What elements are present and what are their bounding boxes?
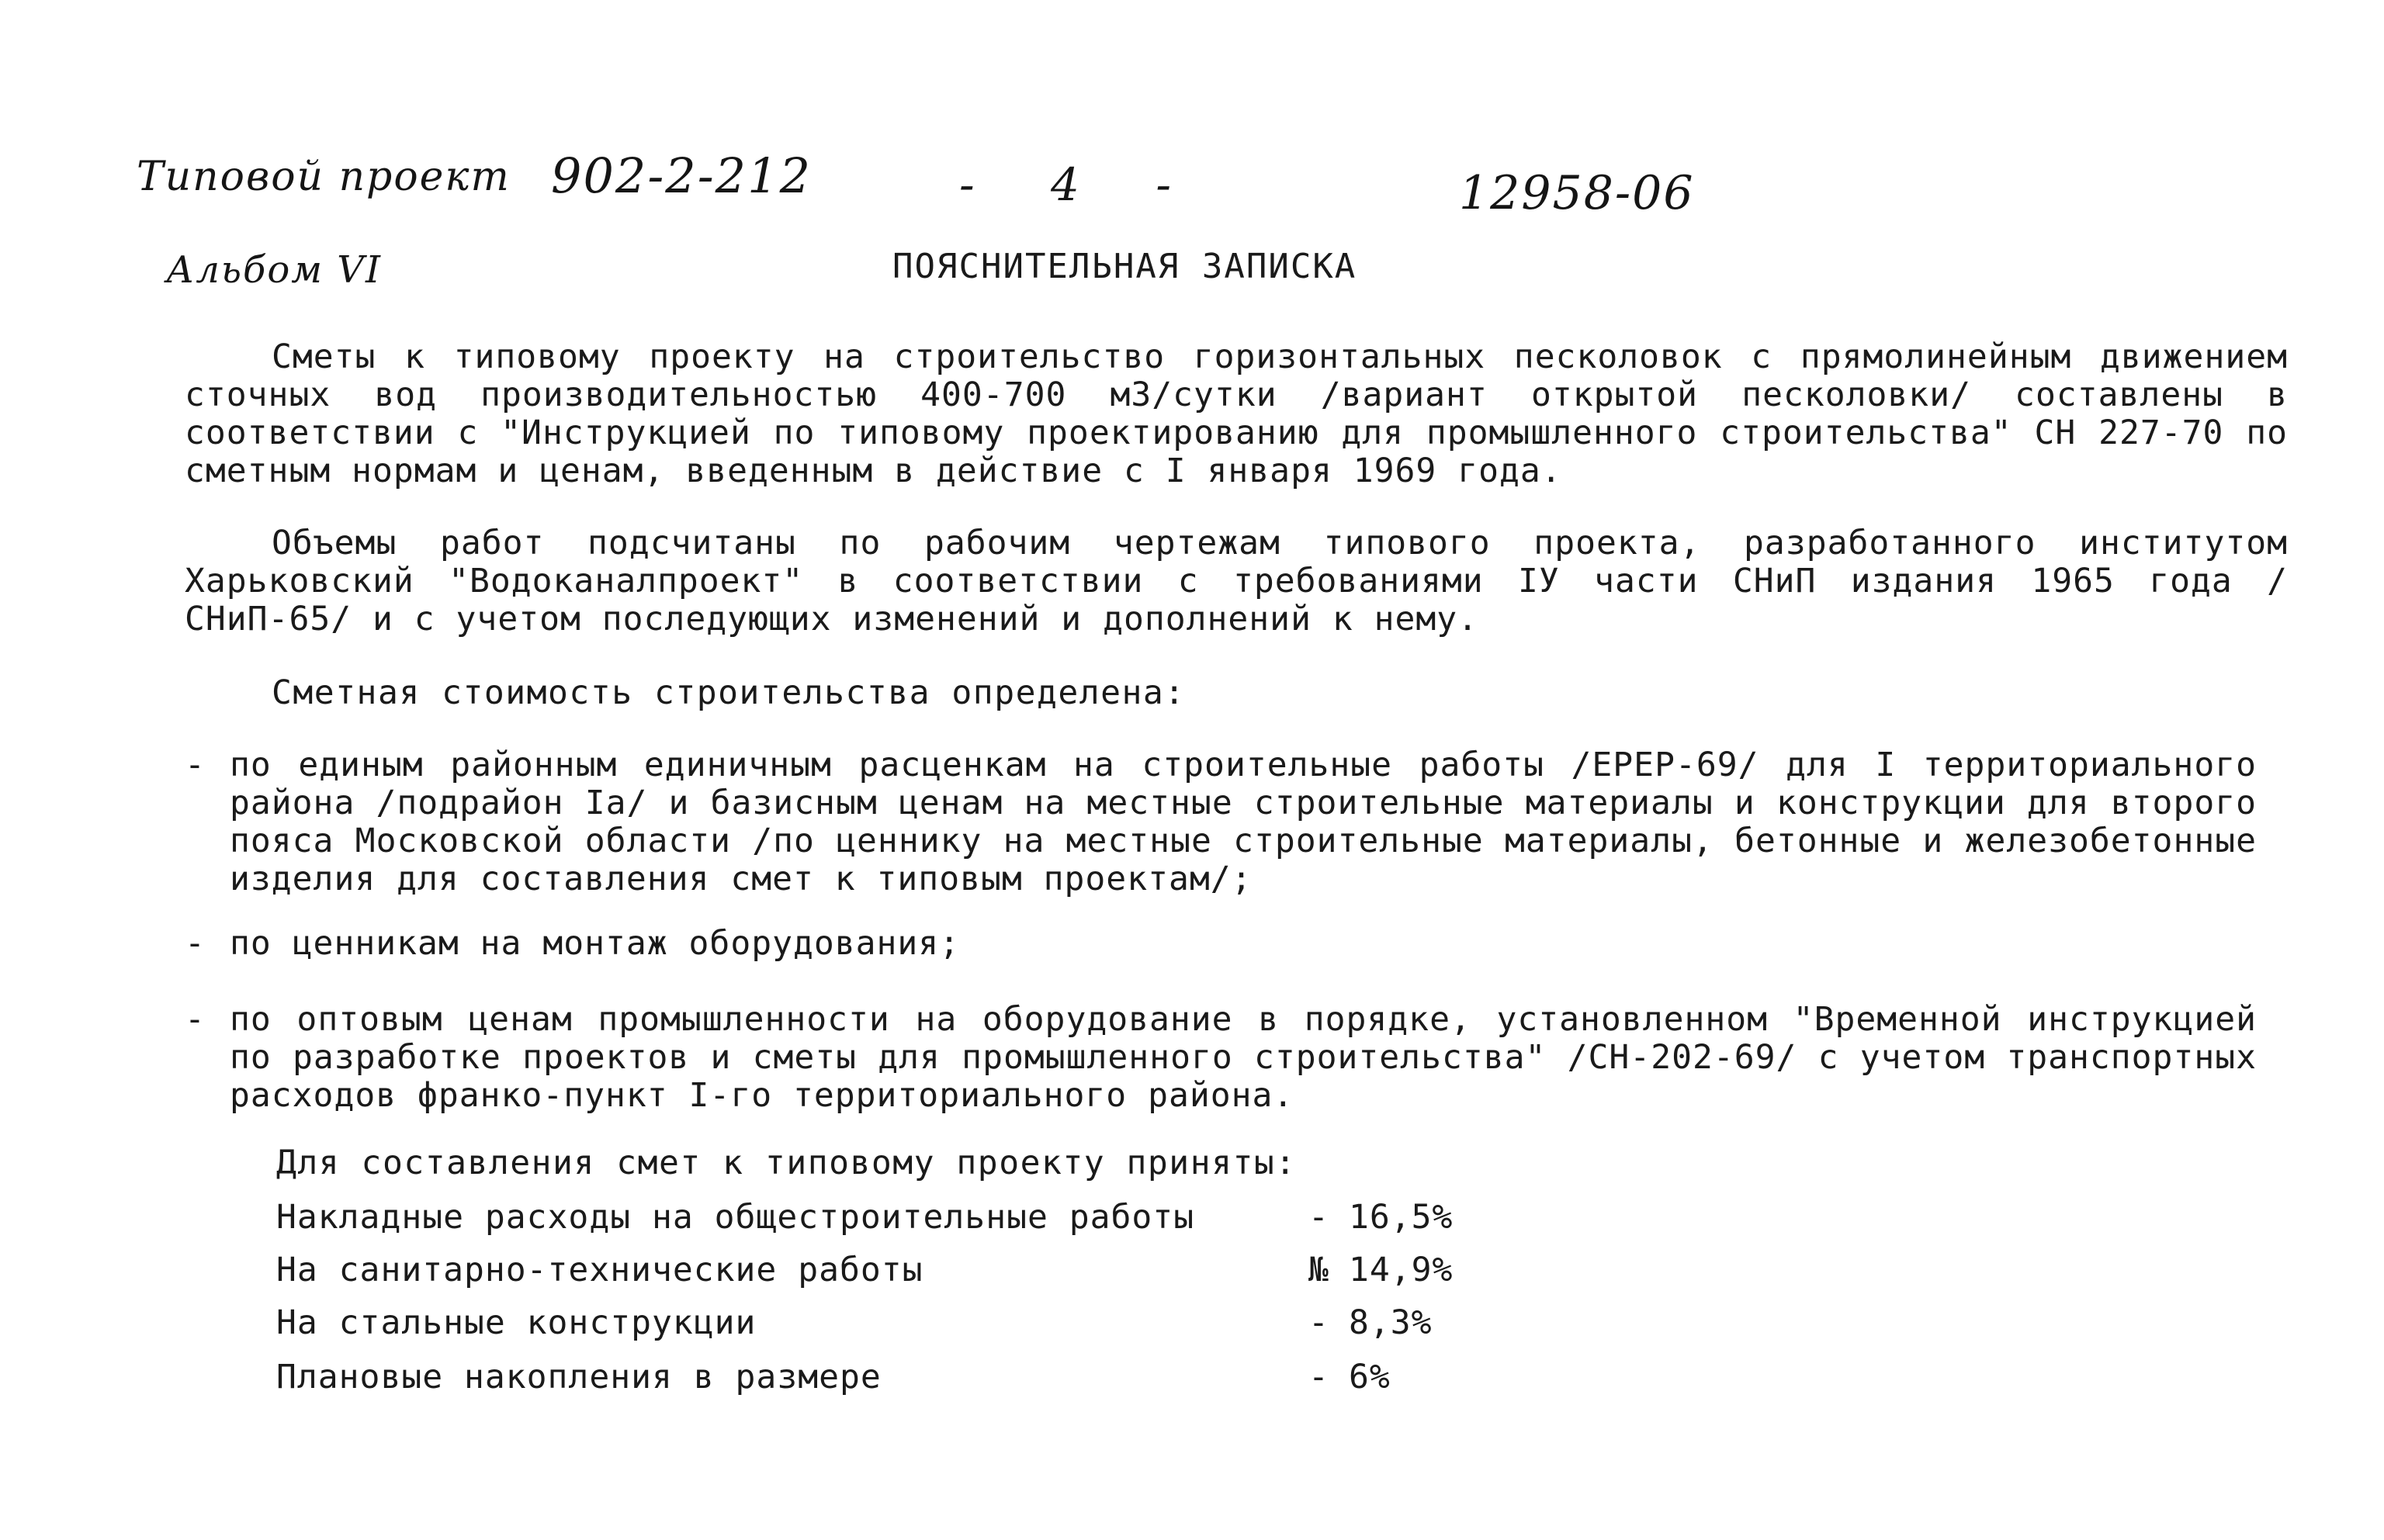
paragraph-volumes: Объемы работ подсчитаны по рабочим чертежам типового проекта, разработанного институтом Харьковский "Водоканалпроект" в соответствии с требованиями IУ части СНиП издания 1965 года /СНиП-65/ и с учетом последующих изменений и дополнений к нему.: [185, 524, 2288, 638]
rate-row: [276, 1198, 1453, 1237]
rate-value: 6%: [1349, 1358, 1391, 1396]
project-label: Типовой проект: [137, 154, 511, 200]
rate-row: [276, 1358, 1391, 1396]
rate-row: [276, 1303, 1433, 1342]
project-number: 902-2-212: [551, 147, 813, 204]
paragraph-cost-heading: Сметная стоимость строительства определена:: [272, 673, 1186, 712]
rate-label: Накладные расходы на общестроительные работы: [276, 1198, 1195, 1237]
rate-mark: №: [1308, 1251, 1329, 1289]
rate-value: 14,9%: [1349, 1251, 1454, 1289]
document-code: 12958-06: [1459, 166, 1695, 220]
page-title: ПОЯСНИТЕЛЬНАЯ ЗАПИСКА: [892, 247, 1357, 286]
rate-value: 16,5%: [1349, 1198, 1454, 1237]
list-item: [185, 1001, 2257, 1115]
rates-intro: Для составления смет к типовому проекту приняты:: [276, 1144, 1297, 1182]
rate-label: На стальные конструкции: [276, 1303, 757, 1342]
list-item-text: по оптовым ценам промышленности на оборудование в порядке, установленном "Временной инструкцией по разработке проектов и сметы для промышленного строительства" /СН-202-69/ с учетом транспортных расходов франко-пункт I-го территориального района.: [230, 1000, 2257, 1115]
rate-row: [276, 1251, 1453, 1289]
list-item-text: по ценникам на монтаж оборудования;: [230, 924, 961, 963]
list-item: [185, 746, 2257, 898]
rate-label: Плановые накопления в размере: [276, 1358, 882, 1396]
bullet-dash: -: [185, 746, 206, 784]
list-item-text: по единым районным единичным расценкам на строительные работы /ЕРЕР-69/ для I территориального района /подрайон Iа/ и базисным ценам на местные строительные материалы и конструкции для второго пояса Московской области /по ценнику на местные строительные материалы, бетонные и железобетонные изделия для составления смет к типовым проектам/;: [230, 746, 2257, 898]
rate-value: 8,3%: [1349, 1303, 1433, 1342]
bullet-dash: -: [185, 924, 206, 963]
page-number: - 4 -: [959, 158, 1202, 211]
rate-label: На санитарно-технические работы: [276, 1251, 923, 1289]
list-item: [185, 925, 2257, 963]
paragraph-estimates: Сметы к типовому проекту на строительство горизонтальных песколовок с прямолинейным движением сточных вод производительностью 400-700 м3/сутки /вариант открытой песколовки/ составлены в соответствии с "Инструкцией по типовому проектированию для промышленного строительства" СН 227-70 по сметным нормам и ценам, введенным в действие с I января 1969 года.: [185, 337, 2288, 490]
rate-mark: -: [1308, 1303, 1329, 1342]
bullet-dash: -: [185, 1000, 206, 1039]
rate-mark: -: [1308, 1358, 1329, 1396]
album-label: Альбом VI: [166, 248, 382, 292]
rate-mark: -: [1308, 1198, 1329, 1237]
